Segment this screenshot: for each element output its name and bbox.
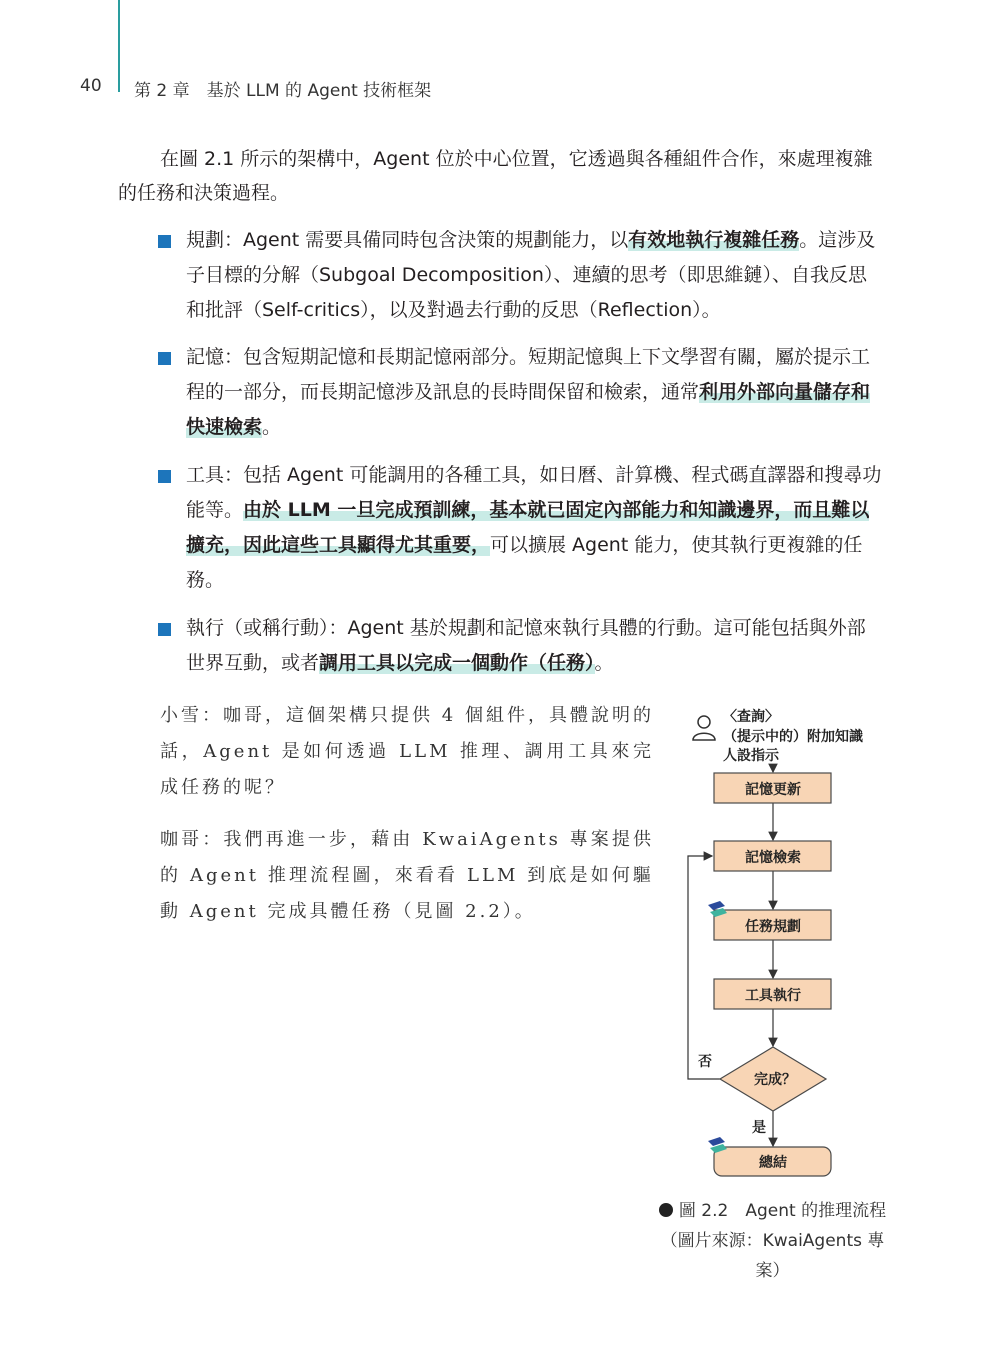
page-number: 40 (80, 76, 102, 96)
user-icon (693, 716, 715, 740)
decision-label: 完成？ (754, 1072, 796, 1088)
bullet-square-icon (158, 470, 171, 483)
no-label: 否 (698, 1054, 712, 1070)
input-line-3: 人設指示 (723, 748, 779, 764)
dialog-xiaoxue: 小雪：咖哥，這個架構只提供 4 個組件，具體說明的話，Agent 是如何透過 LLM 推理、調用工具來完成任務的呢？ (160, 705, 654, 798)
dialog-kage: 咖哥：我們再進一步，藉由 KwaiAgents 專案提供的 Agent 推理流程圖，來看看 LLM 到底是如何驅動 Agent 完成具體任務（見圖 2.2）。 (160, 829, 654, 922)
input-line-2: （提示中的）附加知識 (723, 729, 863, 745)
box-memory-update-label: 記憶更新 (745, 782, 801, 798)
bullet-square-icon (158, 352, 171, 365)
figure-caption: 圖 2.2 Agent 的推理流程（圖片來源：KwaiAgents 專案） (660, 1201, 887, 1281)
box-memory-retrieval-label: 記憶檢索 (745, 850, 801, 866)
intro-paragraph: 在圖 2.1 所示的架構中，Agent 位於中心位置，它透過與各種組件合作，來處理複雜的任務和決策過程。 (118, 148, 873, 204)
box-tool-execution-label: 工具執行 (745, 988, 801, 1004)
margin-rule (118, 0, 120, 92)
bullet-square-icon (158, 235, 171, 248)
yes-label: 是 (752, 1120, 766, 1136)
chapter-title: 第 2 章 基於 LLM 的 Agent 技術框架 (134, 81, 432, 101)
flowchart (660, 700, 900, 1190)
box-summary-label: 總結 (759, 1155, 787, 1171)
box-task-planning-label: 任務規劃 (745, 919, 801, 935)
figure-icon (659, 1203, 673, 1217)
bullet-square-icon (158, 623, 171, 636)
input-line-1: 〈查詢〉 (723, 709, 779, 725)
